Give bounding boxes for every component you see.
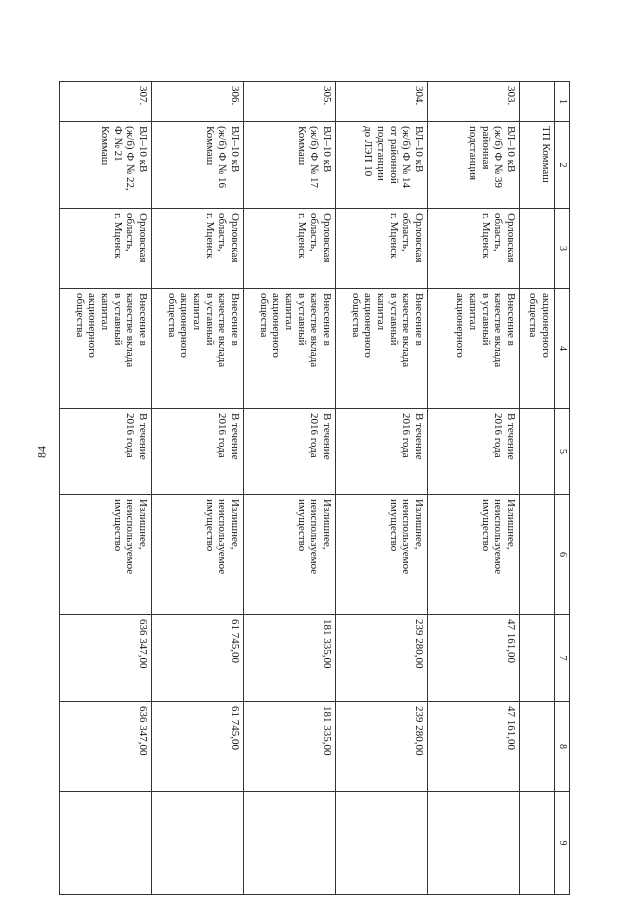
cell-object: ВЛ–10 кВ (ж/б) Ф № 39 районная подстанция (428, 122, 520, 209)
cell-income: 47 161,00 (428, 702, 520, 792)
cell-method: акционерного общества (520, 289, 555, 409)
cell-object: ТП Коммаш (520, 122, 555, 209)
cell-note (152, 792, 244, 895)
cell-reason (520, 495, 555, 615)
cell-note (520, 792, 555, 895)
continuation-row (520, 82, 555, 895)
cell-value: 636 347,00 (60, 615, 152, 702)
cell-value: 61 745,00 (152, 615, 244, 702)
cell-income: 636 347,00 (60, 702, 152, 792)
column-header: 4 (555, 289, 570, 409)
column-header: 2 (555, 122, 570, 209)
cell-method: Внесение в качестве вклада в уставный капитал акционерного общества (152, 289, 244, 409)
cell-location: Орловская область, г. Мценск (336, 209, 428, 289)
cell-note (336, 792, 428, 895)
cell-location: Орловская область, г. Мценск (152, 209, 244, 289)
cell-note (60, 792, 152, 895)
cell-income (520, 702, 555, 792)
table-row (60, 82, 152, 895)
cell-reason: Излишнее, неиспользуемое имущество (428, 495, 520, 615)
cell-object: ВЛ–10 кВ (ж/б) Ф № 22, Ф № 21 Коммаш (60, 122, 152, 209)
cell-term: В течение 2016 года (60, 409, 152, 495)
cell-term: В течение 2016 года (428, 409, 520, 495)
column-number-row (555, 82, 570, 895)
table-row (428, 82, 520, 895)
cell-income: 181 335,00 (244, 702, 336, 792)
cell-method: Внесение в качестве вклада в уставный капитал акционерного общества (244, 289, 336, 409)
cell-reason: Излишнее, неиспользуемое имущество (336, 495, 428, 615)
column-header: 3 (555, 209, 570, 289)
cell-note (428, 792, 520, 895)
cell-note (244, 792, 336, 895)
cell-object: ВЛ–10 кВ (ж/б) Ф № 17 Коммаш (244, 122, 336, 209)
page-number: 84 (34, 446, 49, 458)
cell-reason: Излишнее, неиспользуемое имущество (60, 495, 152, 615)
cell-location: Орловская область, г. Мценск (428, 209, 520, 289)
cell-reason: Излишнее, неиспользуемое имущество (244, 495, 336, 615)
cell-term: В течение 2016 года (152, 409, 244, 495)
column-header: 8 (555, 702, 570, 792)
cell-term: В течение 2016 года (336, 409, 428, 495)
cell-reason: Излишнее, неиспользуемое имущество (152, 495, 244, 615)
cell-location (520, 209, 555, 289)
cell-object: ВЛ–10 кВ (ж/б) Ф № 16 Коммаш (152, 122, 244, 209)
table-row (244, 82, 336, 895)
table-row (336, 82, 428, 895)
cell-num (520, 82, 555, 122)
cell-income: 61 745,00 (152, 702, 244, 792)
cell-term (520, 409, 555, 495)
cell-num: 305. (244, 82, 336, 122)
column-header: 9 (555, 792, 570, 895)
table-row (152, 82, 244, 895)
cell-income: 239 280,00 (336, 702, 428, 792)
cell-value: 181 335,00 (244, 615, 336, 702)
privatization-table-rotated (73, 81, 570, 894)
cell-value: 239 280,00 (336, 615, 428, 702)
column-header: 6 (555, 495, 570, 615)
cell-object: ВЛ–10 кВ (ж/б) Ф № 14 от районной подстанции до ЛЭП 10 (336, 122, 428, 209)
cell-term: В течение 2016 года (244, 409, 336, 495)
cell-method: Внесение в качестве вклада в уставный капитал акционерного общества (60, 289, 152, 409)
cell-location: Орловская область, г. Мценск (244, 209, 336, 289)
column-header: 1 (555, 82, 570, 122)
cell-method: Внесение в качестве вклада в уставный капитал акционерного общества (336, 289, 428, 409)
privatization-table (59, 81, 570, 895)
column-header: 7 (555, 615, 570, 702)
cell-value: 47 161,00 (428, 615, 520, 702)
cell-method: Внесение в качестве вклада в уставный капитал акционерного (428, 289, 520, 409)
column-header: 5 (555, 409, 570, 495)
cell-num: 307. (60, 82, 152, 122)
cell-location: Орловская область, г. Мценск (60, 209, 152, 289)
cell-num: 303. (428, 82, 520, 122)
cell-num: 306. (152, 82, 244, 122)
cell-value (520, 615, 555, 702)
cell-num: 304. (336, 82, 428, 122)
